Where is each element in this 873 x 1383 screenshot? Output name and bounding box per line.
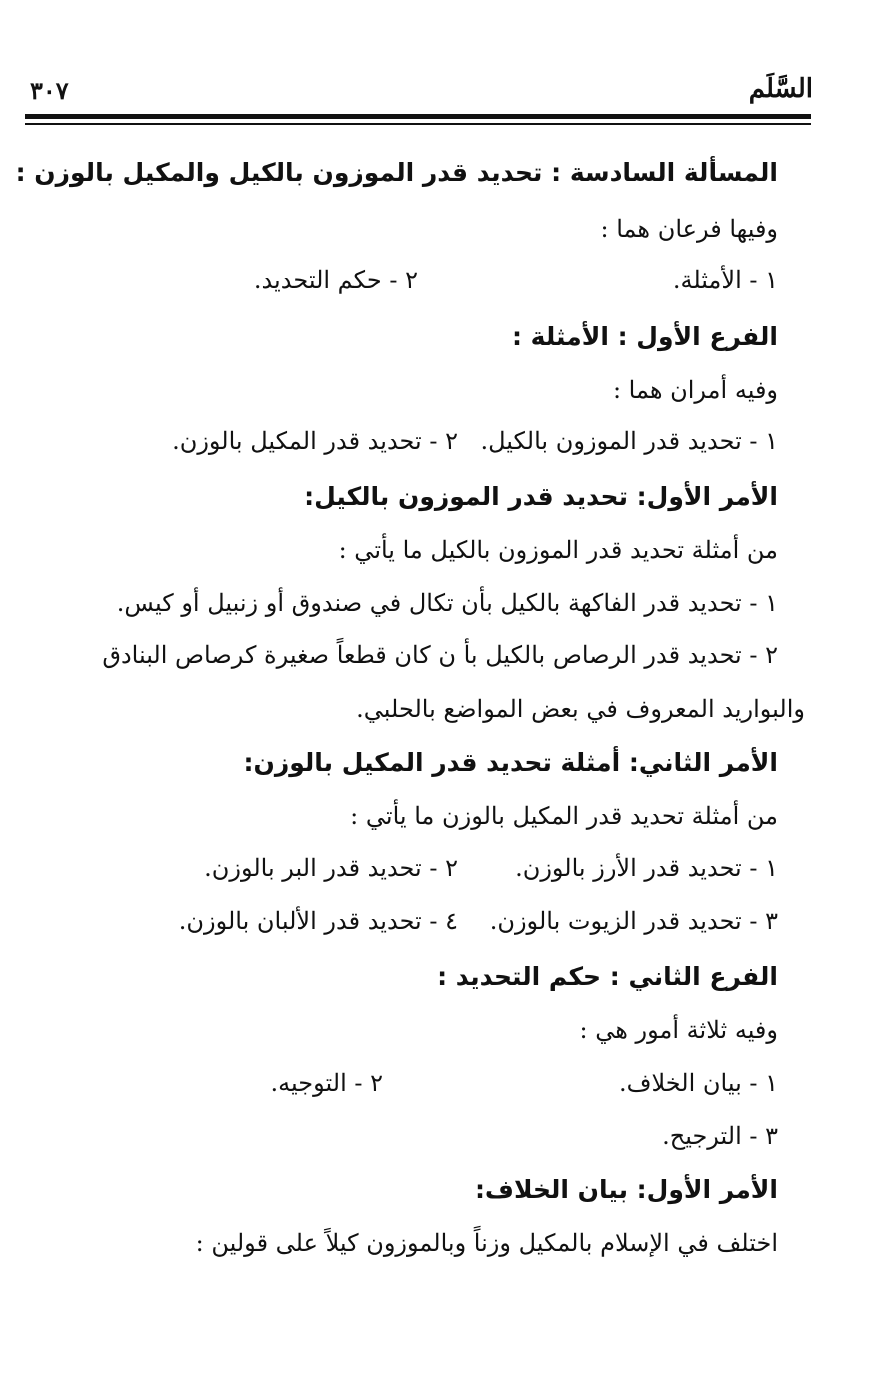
paragraph: من أمثلة تحديد قدر الموزون بالكيل ما يأتي : <box>338 536 778 564</box>
header-rule-thin <box>25 123 811 125</box>
paragraph: ٢ - تحديد قدر الرصاص بالكيل بأ ن كان قطعاً صغيرة كرصاص البنادق <box>102 641 778 669</box>
list-item: ٢ - حكم التحديد. <box>253 266 418 294</box>
list-item: ٣ - تحديد قدر الزيوت بالوزن. <box>489 907 778 935</box>
list-item: ٢ - تحديد قدر البر بالوزن. <box>204 854 458 882</box>
list-item: ١ - تحديد قدر الموزون بالكيل. <box>480 427 778 455</box>
header-rule-thick <box>25 114 811 119</box>
paragraph: من أمثلة تحديد قدر المكيل بالوزن ما يأتي : <box>350 802 778 830</box>
paragraph: وفيه ثلاثة أمور هي : <box>579 1016 778 1044</box>
page-header <box>0 0 873 130</box>
paragraph: وفيها فرعان هما : <box>600 215 778 243</box>
heading-first-matter: الأمر الأول: تحديد قدر الموزون بالكيل: <box>304 482 778 511</box>
list-item: ٣ - الترجيح. <box>662 1122 778 1150</box>
paragraph: ١ - تحديد قدر الفاكهة بالكيل بأن تكال في صندوق أو زنبيل أو كيس. <box>116 589 778 617</box>
paragraph: والبواريد المعروف في بعض المواضع بالحلبي. <box>356 695 805 723</box>
list-item: ٤ - تحديد قدر الألبان بالوزن. <box>178 907 458 935</box>
list-item: ١ - الأمثلة. <box>672 266 778 294</box>
list-item: ٢ - التوجيه. <box>270 1069 383 1097</box>
list-item: ٢ - تحديد قدر المكيل بالوزن. <box>172 427 458 455</box>
paragraph: وفيه أمران هما : <box>612 376 778 404</box>
book-title: السَّلَم <box>748 74 813 104</box>
paragraph: اختلف في الإسلام بالمكيل وزناً وبالموزون كيلاً على قولين : <box>195 1229 778 1257</box>
heading-first-branch: الفرع الأول : الأمثلة : <box>511 322 778 351</box>
list-item: ١ - بيان الخلاف. <box>618 1069 778 1097</box>
heading-second-matter: الأمر الثاني: أمثلة تحديد قدر المكيل بالوزن: <box>243 748 778 777</box>
page-number: ٣٠٧ <box>30 76 69 105</box>
heading-first-matter-dispute: الأمر الأول: بيان الخلاف: <box>474 1175 778 1204</box>
list-item: ١ - تحديد قدر الأرز بالوزن. <box>515 854 778 882</box>
heading-second-branch: الفرع الثاني : حكم التحديد : <box>437 962 778 991</box>
heading-sixth-issue: المسألة السادسة : تحديد قدر الموزون بالكيل والمكيل بالوزن : <box>15 158 778 187</box>
